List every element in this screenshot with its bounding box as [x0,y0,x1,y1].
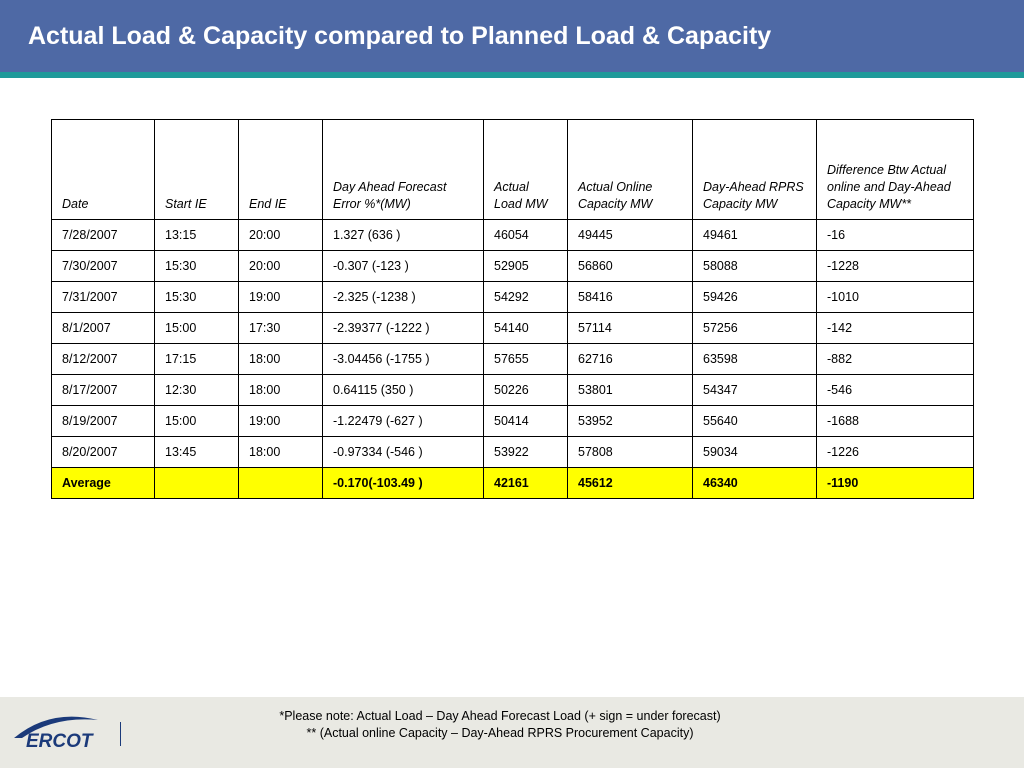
cell-date: 8/12/2007 [52,344,155,375]
column-header-actual-online-capacity: Actual Online Capacity MW [568,120,693,220]
cell-date: 7/30/2007 [52,251,155,282]
average-rprs-capacity: 46340 [693,468,817,499]
cell-actual-online-capacity: 56860 [568,251,693,282]
average-actual-load: 42161 [484,468,568,499]
cell-actual-online-capacity: 58416 [568,282,693,313]
cell-forecast-error: -2.325 (-1238 ) [323,282,484,313]
table-row [52,344,974,375]
cell-rprs-capacity: 54347 [693,375,817,406]
cell-start-ie: 15:00 [155,406,239,437]
table-header-row [52,120,974,220]
column-header-actual-load: Actual Load MW [484,120,568,220]
table-row [52,282,974,313]
cell-actual-online-capacity: 49445 [568,220,693,251]
table-row [52,375,974,406]
cell-rprs-capacity: 49461 [693,220,817,251]
logo-divider [120,722,121,746]
cell-actual-load: 54292 [484,282,568,313]
average-start-ie [155,468,239,499]
cell-date: 7/28/2007 [52,220,155,251]
cell-actual-load: 50414 [484,406,568,437]
cell-start-ie: 13:15 [155,220,239,251]
average-difference: -1190 [817,468,974,499]
logo-text: ERCOT [26,731,93,752]
cell-actual-load: 57655 [484,344,568,375]
column-header-end-ie: End IE [239,120,323,220]
cell-actual-online-capacity: 53801 [568,375,693,406]
cell-start-ie: 15:30 [155,251,239,282]
cell-end-ie: 17:30 [239,313,323,344]
cell-difference: -1010 [817,282,974,313]
cell-difference: -16 [817,220,974,251]
table-row [52,437,974,468]
cell-rprs-capacity: 55640 [693,406,817,437]
table-row [52,220,974,251]
average-label: Average [52,468,155,499]
average-actual-online-capacity: 45612 [568,468,693,499]
cell-actual-online-capacity: 53952 [568,406,693,437]
cell-date: 8/20/2007 [52,437,155,468]
cell-actual-online-capacity: 57114 [568,313,693,344]
table-row [52,406,974,437]
average-row [52,468,974,499]
cell-rprs-capacity: 63598 [693,344,817,375]
cell-forecast-error: 0.64115 (350 ) [323,375,484,406]
average-end-ie [239,468,323,499]
average-forecast-error: -0.170(-103.49 ) [323,468,484,499]
cell-start-ie: 13:45 [155,437,239,468]
table-row [52,251,974,282]
column-header-start-ie: Start IE [155,120,239,220]
cell-rprs-capacity: 57256 [693,313,817,344]
cell-start-ie: 12:30 [155,375,239,406]
cell-end-ie: 20:00 [239,251,323,282]
cell-date: 7/31/2007 [52,282,155,313]
footer-note [240,708,760,741]
footer-note-line-2: ** (Actual online Capacity – Day-Ahead RPRS Procurement Capacity) [306,725,694,740]
cell-forecast-error: -3.04456 (-1755 ) [323,344,484,375]
cell-start-ie: 17:15 [155,344,239,375]
cell-end-ie: 19:00 [239,406,323,437]
column-header-difference: Difference Btw Actual online and Day-Ahead Capacity MW** [817,120,974,220]
cell-forecast-error: 1.327 (636 ) [323,220,484,251]
cell-difference: -1228 [817,251,974,282]
column-header-rprs-capacity: Day-Ahead RPRS Capacity MW [693,120,817,220]
cell-actual-load: 54140 [484,313,568,344]
cell-end-ie: 18:00 [239,344,323,375]
cell-difference: -142 [817,313,974,344]
cell-end-ie: 18:00 [239,375,323,406]
cell-difference: -546 [817,375,974,406]
cell-difference: -882 [817,344,974,375]
cell-actual-load: 46054 [484,220,568,251]
cell-date: 8/19/2007 [52,406,155,437]
cell-end-ie: 19:00 [239,282,323,313]
footer-note-line-1: *Please note: Actual Load – Day Ahead Forecast Load (+ sign = under forecast) [279,709,721,723]
column-header-forecast-error: Day Ahead Forecast Error %*(MW) [323,120,484,220]
title-accent-stripe [0,72,1024,78]
cell-rprs-capacity: 59426 [693,282,817,313]
table-row [52,313,974,344]
cell-forecast-error: -1.22479 (-627 ) [323,406,484,437]
cell-actual-online-capacity: 57808 [568,437,693,468]
cell-actual-online-capacity: 62716 [568,344,693,375]
cell-actual-load: 50226 [484,375,568,406]
ercot-logo [10,708,105,753]
cell-rprs-capacity: 59034 [693,437,817,468]
cell-date: 8/17/2007 [52,375,155,406]
cell-difference: -1226 [817,437,974,468]
cell-start-ie: 15:30 [155,282,239,313]
cell-rprs-capacity: 58088 [693,251,817,282]
slide-title: Actual Load & Capacity compared to Planned Load & Capacity [28,22,772,50]
cell-forecast-error: -2.39377 (-1222 ) [323,313,484,344]
cell-forecast-error: -0.97334 (-546 ) [323,437,484,468]
cell-forecast-error: -0.307 (-123 ) [323,251,484,282]
cell-difference: -1688 [817,406,974,437]
cell-actual-load: 53922 [484,437,568,468]
cell-end-ie: 20:00 [239,220,323,251]
column-header-date: Date [52,120,155,220]
cell-end-ie: 18:00 [239,437,323,468]
cell-actual-load: 52905 [484,251,568,282]
cell-start-ie: 15:00 [155,313,239,344]
load-capacity-table [51,119,974,499]
cell-date: 8/1/2007 [52,313,155,344]
